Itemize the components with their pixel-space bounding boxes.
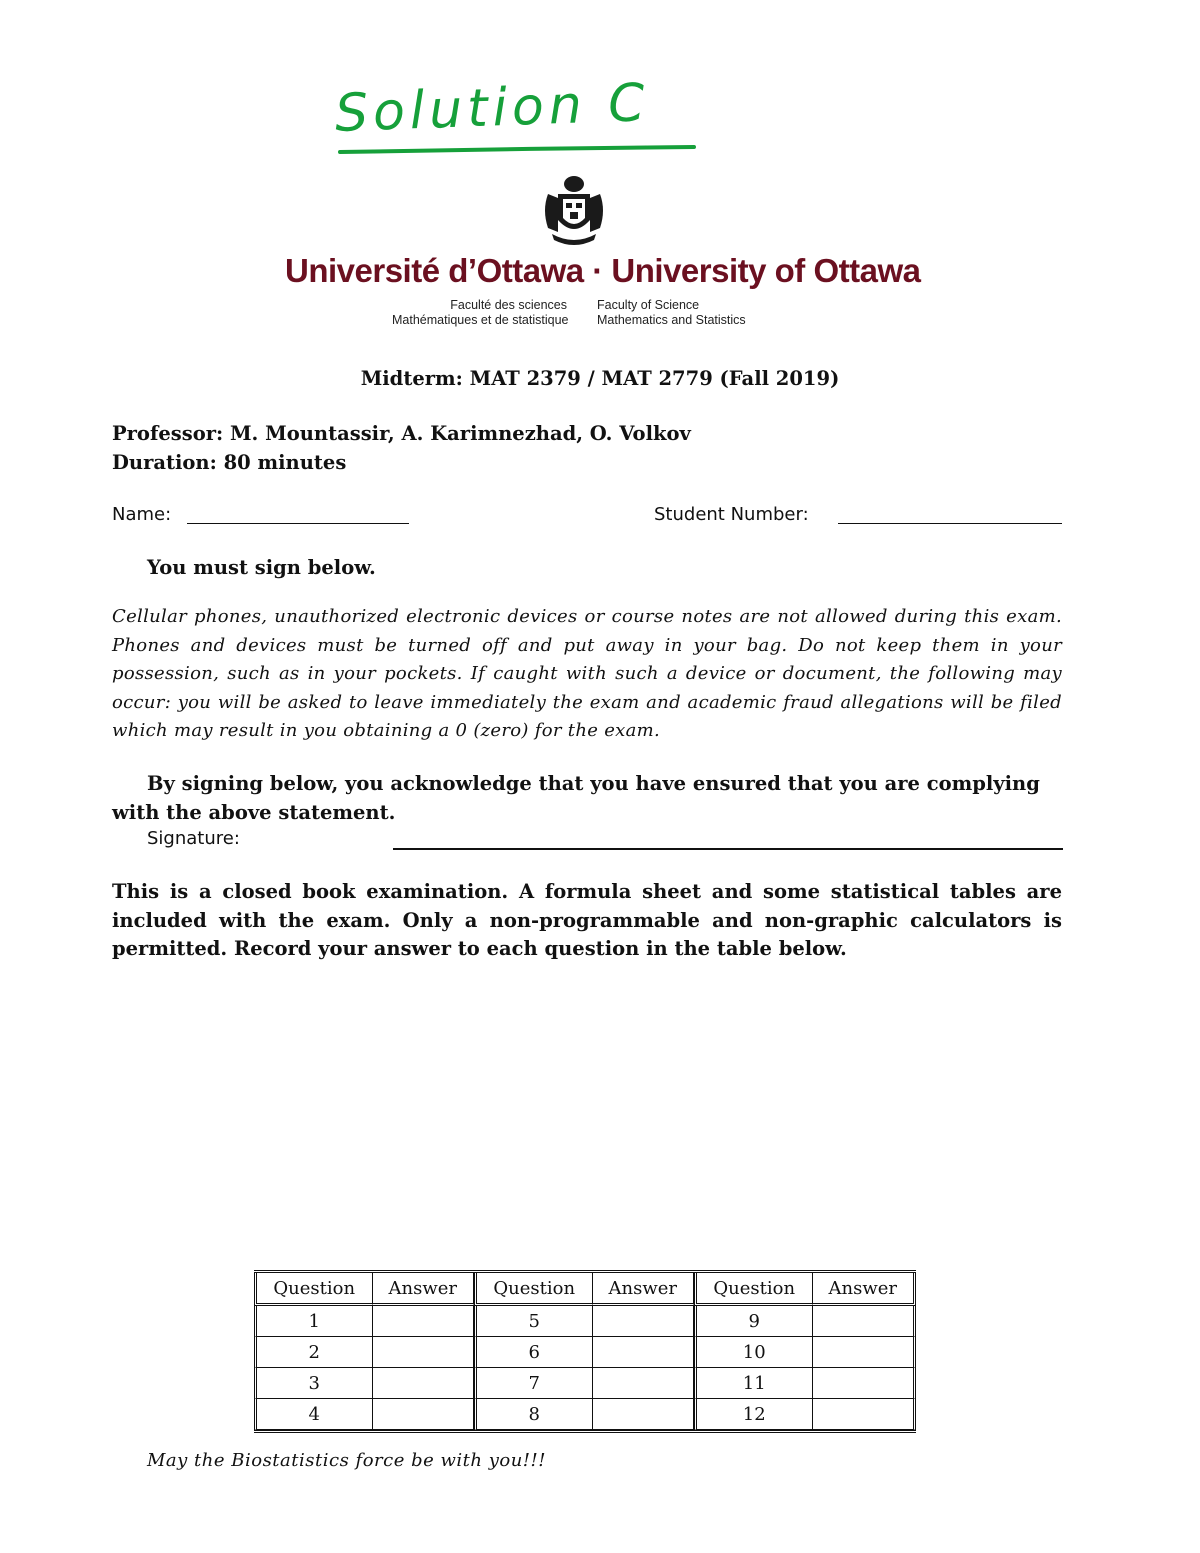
question-number-cell: 5 xyxy=(474,1306,593,1337)
answer-cell[interactable] xyxy=(593,1399,694,1430)
closed-book-paragraph: This is a closed book examination. A formula sheet and some statistical tables are included with the exam. Only a non-programmable and non-graphic calculators is permitted. Record your answer to each question in the table below. xyxy=(112,880,1062,960)
sign-notice: You must sign below. xyxy=(147,556,376,579)
question-number-cell: 7 xyxy=(474,1368,593,1399)
faculty-french-line2: Mathématiques et de statistique xyxy=(392,313,569,327)
table-header-cell: Question xyxy=(474,1273,593,1306)
question-number-cell: 9 xyxy=(694,1306,813,1337)
signature-field[interactable] xyxy=(393,848,1063,850)
answer-cell[interactable] xyxy=(813,1306,917,1337)
faculty-french xyxy=(392,298,567,328)
professor-line: Professor: M. Mountassir, A. Karimnezhad, O. Volkov xyxy=(112,422,691,445)
name-field[interactable] xyxy=(187,523,409,524)
duration-line: Duration: 80 minutes xyxy=(112,451,347,474)
faculty-english xyxy=(597,298,797,328)
table-row xyxy=(254,1306,916,1337)
question-number-cell: 8 xyxy=(474,1399,593,1430)
question-number-cell: 6 xyxy=(474,1337,593,1368)
table-header-cell: Question xyxy=(254,1273,373,1306)
handwritten-underline xyxy=(338,145,696,155)
student-number-field[interactable] xyxy=(838,523,1062,524)
answer-cell[interactable] xyxy=(593,1337,694,1368)
answer-cell[interactable] xyxy=(373,1368,474,1399)
signature-label: Signature: xyxy=(147,828,240,849)
faculty-english-line1: Faculty of Science xyxy=(597,298,700,312)
question-number-cell: 1 xyxy=(254,1306,373,1337)
table-row xyxy=(254,1337,916,1368)
answer-cell[interactable] xyxy=(373,1399,474,1430)
student-number-label: Student Number: xyxy=(654,504,809,525)
handwritten-annotation: Solution C xyxy=(333,73,651,144)
answer-cell[interactable] xyxy=(813,1368,917,1399)
answer-cell[interactable] xyxy=(593,1368,694,1399)
table-row xyxy=(254,1399,916,1430)
closing-line: May the Biostatistics force be with you!!! xyxy=(147,1450,546,1471)
question-number-cell: 12 xyxy=(694,1399,813,1430)
answer-cell[interactable] xyxy=(373,1306,474,1337)
device-warning-paragraph: Cellular phones, unauthorized electronic devices or course notes are not allowed during this exam. Phones and devices must be turned off and put away in your bag. Do not keep them in your possession, such as in your pockets. If caught with such a device or document, the following may occur: you will be asked to leave immediately the exam and academic fraud allegations will be filed which may result in you obtaining a 0 (zero) for the exam. xyxy=(112,606,1062,741)
question-number-cell: 2 xyxy=(254,1337,373,1368)
table-header-cell: Answer xyxy=(593,1273,694,1306)
answer-cell[interactable] xyxy=(593,1306,694,1337)
university-name: Université d’Ottawa · University of Ottawa xyxy=(285,252,921,289)
answer-table xyxy=(254,1270,916,1433)
table-header-cell: Question xyxy=(694,1273,813,1306)
question-number-cell: 4 xyxy=(254,1399,373,1430)
faculty-french-line1: Faculté des sciences xyxy=(450,298,567,312)
question-number-cell: 11 xyxy=(694,1368,813,1399)
table-row xyxy=(254,1368,916,1399)
exam-title: Midterm: MAT 2379 / MAT 2779 (Fall 2019) xyxy=(360,367,840,390)
answer-cell[interactable] xyxy=(813,1399,917,1430)
answer-cell[interactable] xyxy=(373,1337,474,1368)
answer-cell[interactable] xyxy=(813,1337,917,1368)
name-label: Name: xyxy=(112,504,172,525)
table-header-cell: Answer xyxy=(813,1273,917,1306)
university-crest-icon xyxy=(538,172,610,248)
table-header-cell: Answer xyxy=(373,1273,474,1306)
faculty-english-line2: Mathematics and Statistics xyxy=(597,313,746,327)
question-number-cell: 3 xyxy=(254,1368,373,1399)
acknowledge-paragraph: By signing below, you acknowledge that you have ensured that you are complying with the above statement. xyxy=(112,772,1040,824)
question-number-cell: 10 xyxy=(694,1337,813,1368)
table-header-row xyxy=(254,1273,916,1306)
